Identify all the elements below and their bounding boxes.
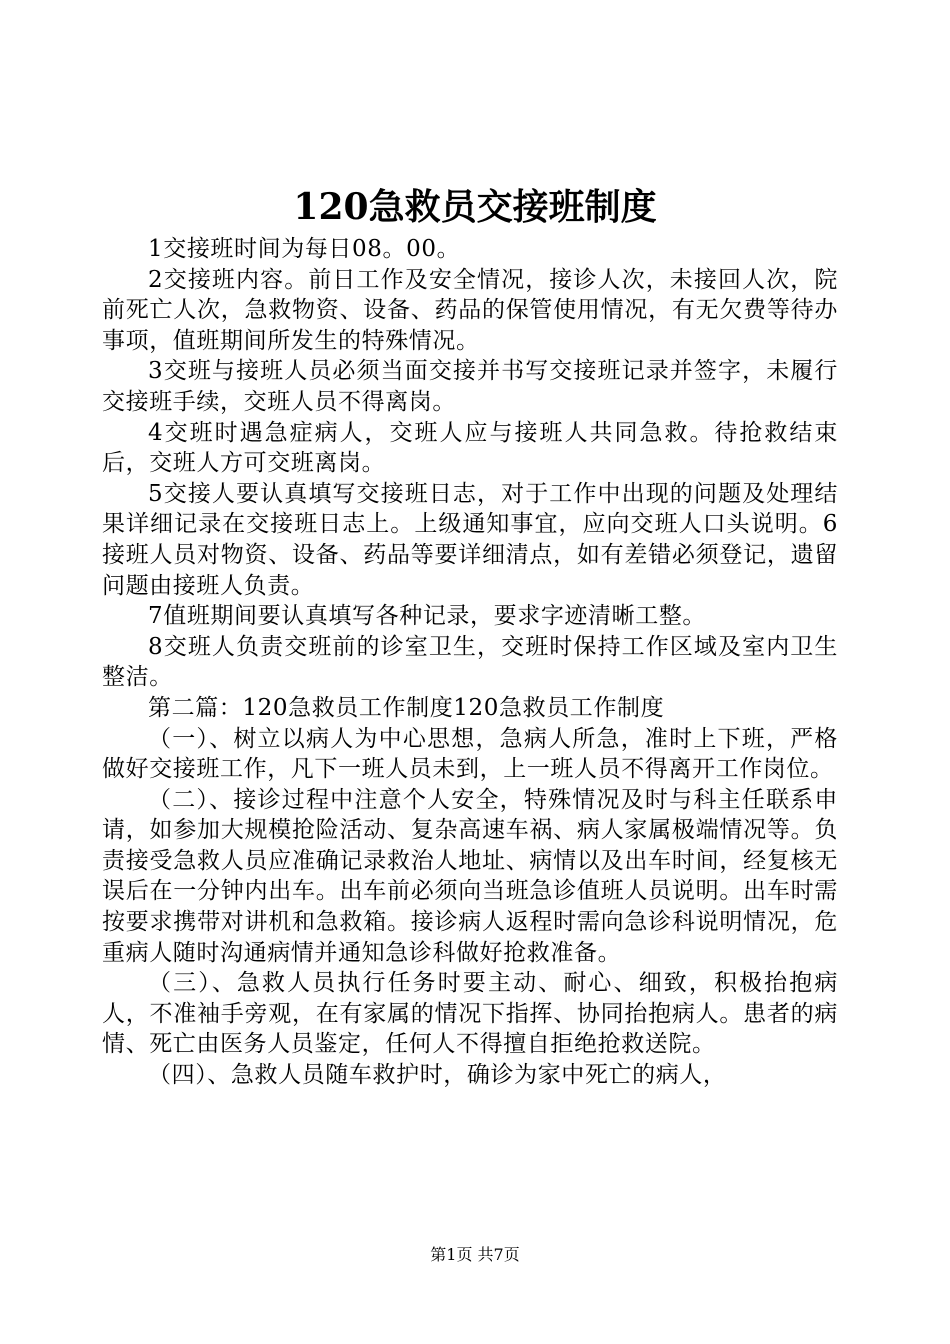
paragraph: （二）、接诊过程中注意个人安全，特殊情况及时与科主任联系申请，如参加大规模抢险活动、复杂高速车祸、病人家属极端情况等。负责接受急救人员应准确记录救治人地址、病情以及出车时间，经复核无误后在一分钟内出车。出车前必须向当班急诊值班人员说明。出车时需按要求携带对讲机和急救箱。接诊病人返程时需向急诊科说明情况，危重病人随时沟通病情并通知急诊科做好抢救准备。 (102, 786, 838, 966)
paragraph: （四）、急救人员随车救护时，确诊为家中死亡的病人， (148, 1062, 727, 1089)
paragraph: 5交接人要认真填写交接班日志，对于工作中出现的问题及处理结果详细记录在交接班日志上。上级通知事宜，应向交班人口头说明。6接班人员对物资、设备、药品等要详细清点，如有差错必须登记，遗留问题由接班人负责。 (102, 480, 838, 599)
paragraph: （一）、树立以病人为中心思想，急病人所急，准时上下班，严格做好交接班工作，凡下一班人员未到，上一班人员不得离开工作岗位。 (102, 725, 838, 783)
paragraph: 7值班期间要认真填写各种记录，要求字迹清晰工整。 (148, 603, 707, 630)
page-footer: 第1页 共7页 (430, 1245, 520, 1264)
paragraph: 1交接班时间为每日08。00。 (148, 236, 461, 262)
paragraph: 8交班人负责交班前的诊室卫生，交班时保持工作区域及室内卫生整洁。 (102, 633, 838, 691)
paragraph: 2交接班内容。前日工作及安全情况，接诊人次，未接回人次，院前死亡人次，急救物资、设备、药品的保管使用情况，有无欠费等待办事项，值班期间所发生的特殊情况。 (102, 266, 838, 354)
paragraph: 4交班时遇急症病人，交班人应与接班人共同急救。待抢救结束后，交班人方可交班离岗。 (102, 419, 838, 477)
section-heading: 第二篇：120急救员工作制度120急救员工作制度 (148, 694, 665, 721)
document-body (102, 234, 838, 1091)
paragraph: （三）、急救人员执行任务时要主动、耐心、细致，积极抬抱病人，不准袖手旁观，在有家属的情况下指挥、协同抬抱病人。患者的病情、死亡由医务人员鉴定，任何人不得擅自拒绝抢救送院。 (102, 970, 838, 1058)
paragraph: 3交班与接班人员必须当面交接并书写交接班记录并签字，未履行交接班手续，交班人员不得离岗。 (102, 358, 838, 415)
document-title: 120急救员交接班制度 (293, 186, 657, 228)
